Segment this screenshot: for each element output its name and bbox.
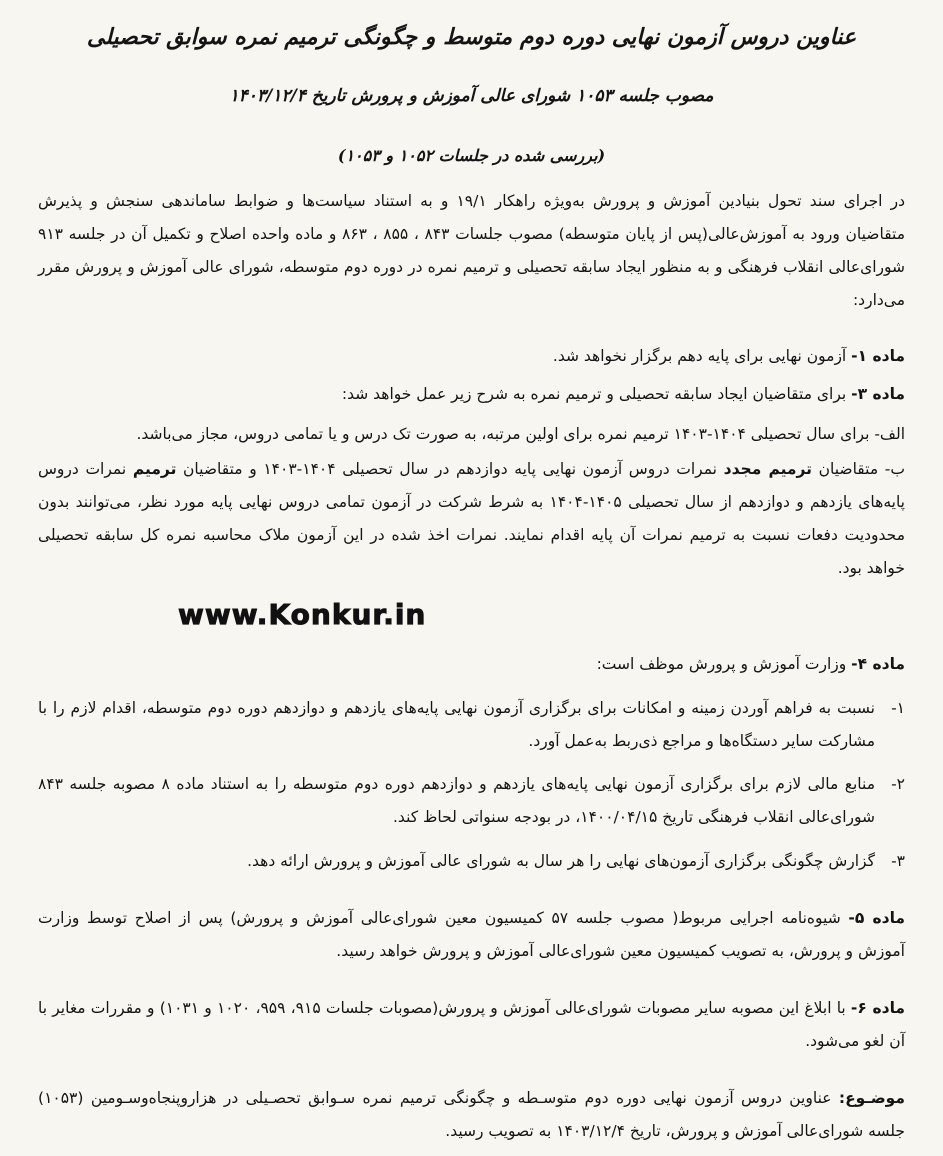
article-6 xyxy=(38,992,905,1058)
article-4-item xyxy=(38,845,905,878)
clause-be-bold-1: ترمیم مجدد xyxy=(723,460,812,478)
article-3-label: ماده ۳- xyxy=(851,385,905,403)
item-number: ۱- xyxy=(891,699,905,717)
clause-be-pre: ب- متقاضیان xyxy=(811,460,905,478)
clause-be-bold-2: ترمیم xyxy=(132,460,177,478)
article-5-label: ماده ۵- xyxy=(848,909,906,927)
article-4-item xyxy=(38,692,905,758)
article-4-label: ماده ۴- xyxy=(851,655,905,673)
article-4 xyxy=(38,648,905,681)
subject-label: موضـوع: xyxy=(838,1089,905,1107)
document-title: عناوین دروس آزمون نهایی دوره دوم متوسط و چگونگی ترمیم نمره سوابق تحصیلی xyxy=(86,24,857,50)
article-6-text: با ابلاغ این مصوبه سایر مصوبات شورای‌عالی آموزش و پرورش(مصوبات جلسات ۹۱۵، ۹۵۹، ۱۰۲۰ و ۱۰۳۱) و مقررات مغایر با آن لغو می‌شود. xyxy=(38,999,905,1050)
subject-paragraph xyxy=(38,1082,905,1148)
clause-be-post: نمرات دروس پایه‌های یازدهم و دوازدهم از سال تحصیلی ۱۴۰۵-۱۴۰۴ به شرط شرکت در آزمون تمامی دروس نهایی پایه مورد نظر، می‌توانند بدون محدودیت دفعات نسبت به ترمیم نمرات آن پایه اقدام نمایند. نمرات اخذ شده در این آزمون ملاک محاسبه نمره کل سابقه تحصیلی خواهد بود. xyxy=(38,460,905,577)
item-text: منابع مالی لازم برای برگزاری آزمون نهایی پایه‌های یازدهم و دوازدهم دوره دوم متوسطه را به استناد ماده ۸ مصوبه جلسه ۸۴۳ شورای‌عالی انقلاب فرهنگی تاریخ ۱۴۰۰/۰۴/۱۵، در بودجه سنواتی لحاظ کند. xyxy=(38,775,875,826)
article-1-text: آزمون نهایی برای پایه دهم برگزار نخواهد شد. xyxy=(552,347,852,365)
reviewed-line: (بررسی شده در جلسات ۱۰۵۲ و ۱۰۵۳) xyxy=(337,146,606,165)
article-6-label: ماده ۶- xyxy=(850,999,906,1017)
article-3 xyxy=(38,378,905,411)
item-text: نسبت به فراهم آوردن زمینه و امکانات برای برگزاری آزمون نهایی پایه‌های یازدهم و دوازدهم دوره دوم متوسطه، اقدام لازم را با مشارکت سایر دستگاه‌ها و مراجع ذی‌ربط به‌عمل آورد. xyxy=(38,699,875,750)
approval-line: مصوب جلسه ۱۰۵۳ شورای عالی آموزش و پرورش تاریخ ۱۴۰۳/۱۲/۴ xyxy=(229,86,714,106)
article-3-text: برای متقاضیان ایجاد سابقه تحصیلی و ترمیم نمره به شرح زیر عمل خواهد شد: xyxy=(341,385,852,403)
article-5-text: شیوه‌نامه اجرایی مربوط( مصوب جلسه ۵۷ کمیسیون معین شورای‌عالی آموزش و پرورش) پس از اصلاح توسط وزارت آموزش و پرورش، به تصویب کمیسیون معین شورای‌عالی آموزش و پرورش خواهد رسید. xyxy=(38,909,905,960)
item-number: ۳- xyxy=(891,852,905,870)
clause-be xyxy=(38,453,905,585)
clause-alef: الف- برای سال تحصیلی ۱۴۰۴-۱۴۰۳ ترمیم نمره برای اولین مرتبه، به صورت تک درس و یا تمامی دروس، مجاز می‌باشد. xyxy=(136,425,905,443)
article-4-item xyxy=(38,768,905,834)
article-1 xyxy=(38,340,905,373)
item-text: گزارش چگونگی برگزاری آزمون‌های نهایی را هر سال به شورای عالی آموزش و پرورش ارائه دهد. xyxy=(247,852,875,870)
article-1-label: ماده ۱- xyxy=(851,347,905,365)
site-watermark: www.Konkur.in xyxy=(178,598,427,631)
item-number: ۲- xyxy=(891,775,905,793)
clause-be-mid: نمرات دروس آزمون نهایی پایه دوازدهم در سال تحصیلی ۱۴۰۴-۱۴۰۳ و متقاضیان xyxy=(176,460,724,478)
article-5 xyxy=(38,902,905,968)
subject-text: عناوین دروس آزمون نهایی دوره دوم متوسـطه و چگونگی ترمیم نمره سـوابق تحصـیلی در هزاروپنجاه‌وسـومین (۱۰۵۳) جلسه شورای‌عالی آموزش و پرورش، تاریخ ۱۴۰۳/۱۲/۴ به تصویب رسید. xyxy=(38,1089,905,1140)
intro-paragraph: در اجرای سند تحول بنیادین آموزش و پرورش به‌ویژه راهکار ۱۹/۱ و به استناد سیاست‌ها و ضوابط ساماندهی سنجش و پذیرش متقاضیان ورود به آموزش‌عالی(پس از پایان متوسطه) مصوب جلسات ۸۴۳ ، ۸۵۵ ، ۸۶۳ و ماده واحده اصلاح و تکمیل آن در جلسه ۹۱۳ شورای‌عالی انقلاب فرهنگی و به منظور ایجاد سابقه تحصیلی و ترمیم نمره در دوره دوم متوسطه، شورای عالی آموزش و پرورش مقرر می‌دارد: xyxy=(38,192,906,309)
article-4-text: وزارت آموزش و پرورش موظف است: xyxy=(596,655,852,673)
